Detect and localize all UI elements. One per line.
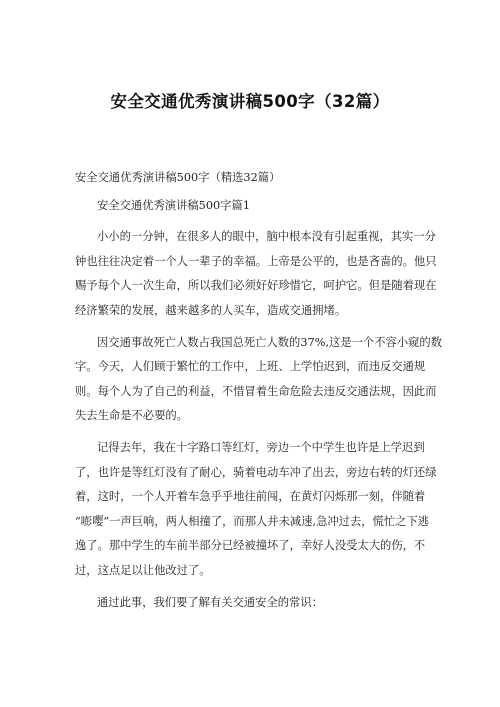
paragraph-line: 小小的一分钟，在很多人的眼中，脑中根本没有引起重视，其实一分	[97, 230, 436, 244]
paragraph-2	[75, 331, 443, 429]
subtitle-text: 安全交通优秀演讲稿500字（精选32篇）	[75, 171, 281, 184]
section-heading	[75, 194, 431, 219]
paragraph-3	[75, 436, 437, 584]
paragraph-line: 失去生命是不必要的。	[75, 409, 188, 423]
document-title: 安全交通优秀演讲稿500字（32篇）	[110, 92, 390, 111]
document-body	[75, 166, 443, 622]
paragraph-4	[75, 591, 431, 616]
paragraph-line: 赐予每个人一次生命，所以我们必须好好珍惜它，呵护它。但是随着现在	[75, 279, 437, 293]
paragraph-line: 了，也许是等红灯没有了耐心，骑着电动车冲了出去，旁边右转的灯还绿	[75, 465, 437, 479]
document-subtitle	[75, 166, 431, 191]
paragraph-line: 字。今天，人们顾于繁忙的工作中，上班、上学怕迟到，而违反交通规	[75, 360, 426, 374]
paragraph-line: 记得去年，我在十字路口等红灯，旁边一个中学生也许是上学迟到	[97, 440, 425, 454]
paragraph-line: 经济繁荣的发展，越来越多的人买车，造成交通拥堵。	[75, 303, 347, 317]
paragraph-line: 通过此事，我们要了解有关交通安全的常识：	[97, 595, 323, 609]
paragraph-line: 逸了。那中学生的车前半部分已经被撞坏了，幸好人没受太大的伤，不	[75, 539, 426, 553]
section-heading-text: 安全交通优秀演讲稿500字篇1	[97, 198, 251, 212]
paragraph-1	[75, 225, 437, 323]
paragraph-line: 因交通事故死亡人数占我国总死亡人数的37%,这是一个不容小窥的数	[97, 335, 443, 349]
paragraph-line: 着，这时，一个人开着车急乎乎地往前闯，在黄灯闪烁那一刻，伴随着	[75, 490, 426, 504]
paragraph-line: 过，这点足以让他改过了。	[75, 563, 211, 577]
paragraph-line: “嘭嘤”一声巨响，两人相撞了，而那人并未减速,急冲过去，慌忙之下逃	[75, 514, 430, 528]
paragraph-line: 钟也往往决定着一个人一辈子的幸福。上帝是公平的，也是吝啬的。他只	[75, 254, 437, 268]
paragraph-line: 则。每个人为了自己的利益，不惜冒着生命危险去违反交通法规，因此而	[75, 384, 437, 398]
